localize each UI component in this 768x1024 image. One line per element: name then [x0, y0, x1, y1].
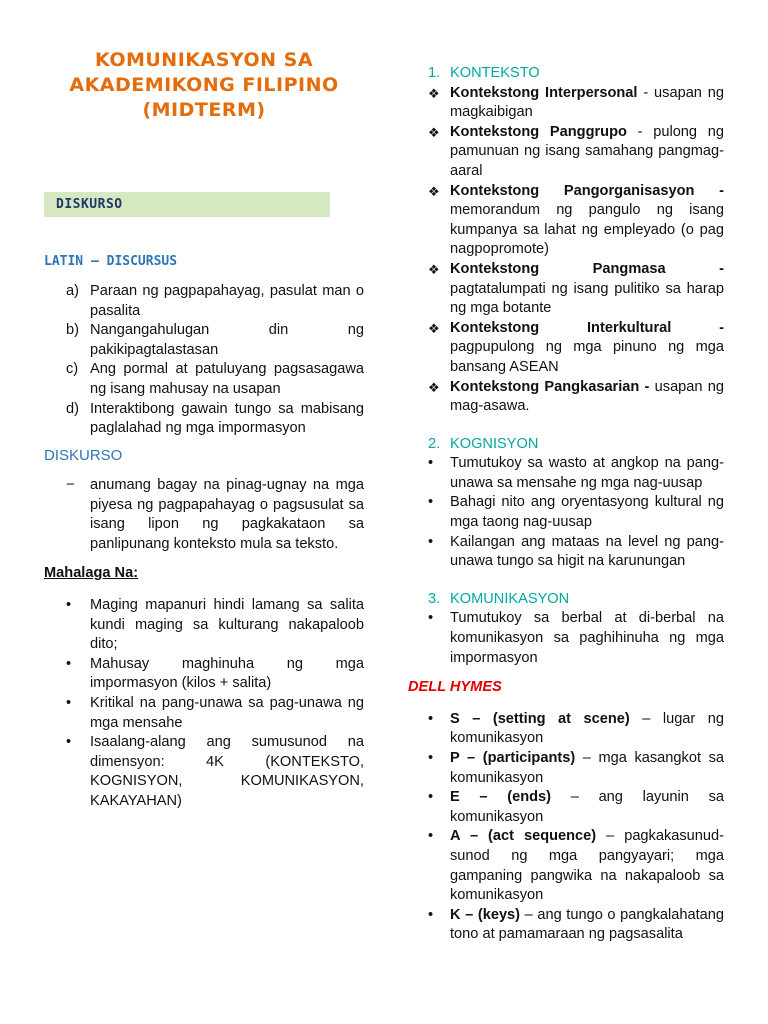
dell-hymes-heading: DELL HYMES — [408, 679, 502, 696]
diskurso-banner: DISKURSO — [44, 192, 330, 217]
list-item: • Kailangan ang mataas na level ng pang-unawa tungo sa higit na karunungan — [408, 533, 724, 572]
mahalaga-heading: Mahalaga Na: — [44, 565, 139, 581]
list-item: ❖ Kontekstong Panggrupo - pulong ng pamunuan ng isang samahang pangmag-aaral — [408, 123, 724, 182]
bullet-icon: • — [428, 533, 434, 550]
bullet-icon: • — [66, 734, 72, 751]
latin-definition-list — [44, 282, 364, 439]
list-item: • Tumutukoy sa berbal at di-berbal na komunikasyon sa paghihinuha ng mga impormasyon — [408, 609, 724, 668]
konteksto-heading: 1. KONTEKSTO — [428, 65, 540, 81]
diskurso-definition — [44, 476, 364, 554]
list-item: ❖ Kontekstong Pangorganisasyon - memorandum ng pangulo ng isang kumpanya sa lahat ng empleyado (o pag nagpopromote) — [408, 182, 724, 260]
list-item: • Maging mapanuri hindi lamang sa salita kundi maging sa kulturang nakapaloob dito; — [44, 596, 364, 655]
bullet-icon: • — [66, 694, 72, 711]
kognisyon-heading: 2. KOGNISYON — [428, 435, 539, 452]
right-column — [408, 0, 724, 945]
diskurso-heading: DISKURSO — [44, 447, 123, 464]
konteksto-list — [408, 84, 724, 417]
bullet-icon: • — [428, 828, 434, 845]
mahalaga-list — [44, 596, 364, 812]
diamond-bullet-icon: ❖ — [428, 261, 440, 277]
bullet-icon: • — [428, 610, 434, 627]
list-item: • A – (act sequence) – pagkakasunud-sunod ng mga pangyayari; mga gampaning pangwika na nakapaloob sa komunikasyon — [408, 827, 724, 905]
bullet-icon: • — [428, 710, 434, 727]
list-item: • P – (participants) – mga kasangkot sa komunikasyon — [408, 749, 724, 788]
document-title — [44, 48, 364, 123]
list-item: • S – (setting at scene) – lugar ng komunikasyon — [408, 710, 724, 749]
list-item: ❖ Kontekstong Interpersonal - usapan ng magkaibigan — [408, 84, 724, 123]
kognisyon-list — [408, 454, 724, 572]
diamond-bullet-icon: ❖ — [428, 320, 440, 336]
bullet-icon: • — [428, 750, 434, 766]
bullet-icon: • — [66, 655, 72, 672]
diamond-bullet-icon: ❖ — [428, 124, 440, 140]
list-item: • Isaalang-alang ang sumusunod na dimensyon: 4K (KONTEKSTO, KOGNISYON, KOMUNIKASYON, KAKAYAHAN) — [44, 733, 364, 811]
diamond-bullet-icon: ❖ — [428, 379, 440, 395]
bullet-icon: • — [428, 906, 434, 923]
list-item: • Mahusay maghinuha ng mga impormasyon (kilos + salita) — [44, 655, 364, 694]
dell-hymes-list — [408, 710, 724, 945]
list-item: • Kritikal na pang-unawa sa pag-unawa ng mga mensahe — [44, 694, 364, 733]
bullet-icon: • — [428, 494, 434, 511]
title-line-2: AKADEMIKONG FILIPINO — [69, 74, 339, 96]
title-line-1: KOMUNIKASYON SA — [94, 49, 314, 71]
list-item: • Bahagi nito ang oryentasyong kultural ng mga taong nag-uusap — [408, 493, 724, 532]
list-item: b) Nangangahulugan din ng pakikipagtalastasan — [66, 322, 364, 358]
list-item: a) Paraan ng pagpapahayag, pasulat man o pasalita — [66, 283, 364, 319]
list-item: • E – (ends) – ang layunin sa komunikasyon — [408, 788, 724, 827]
list-item: − anumang bagay na pinag-ugnay na mga piyesa ng pagpapahayag o pagsusulat sa isang lipon ng pagkakataon sa panlipunang konteksto mula sa teksto. — [66, 477, 364, 552]
list-item: ❖ Kontekstong Pangmasa - pagtatalumpati ng isang pulitiko sa harap ng mga botante — [408, 260, 724, 319]
list-item: d) Interaktibong gawain tungo sa mabisang paglalahad ng mga impormasyon — [66, 400, 364, 437]
bullet-icon: • — [428, 455, 434, 472]
komunikasyon-list — [408, 609, 724, 668]
diamond-bullet-icon: ❖ — [428, 85, 440, 101]
komunikasyon-heading: 3. KOMUNIKASYON — [428, 590, 570, 607]
bullet-icon: • — [428, 789, 434, 806]
bullet-icon: • — [66, 597, 72, 613]
latin-heading: LATIN – DISCURSUS — [44, 254, 178, 269]
title-line-3: (MIDTERM) — [142, 99, 266, 121]
list-item: ❖ Kontekstong Interkultural - pagpupulong ng mga pinuno ng mga bansang ASEAN — [408, 319, 724, 378]
list-item: ❖ Kontekstong Pangkasarian - usapan ng mag-asawa. — [408, 378, 724, 417]
list-item: c) Ang pormal at patuluyang pagsasagawa ng isang mahusay na usapan — [66, 361, 364, 397]
list-item: • Tumutukoy sa wasto at angkop na pang-unawa sa mensahe ng mga nag-uusap — [408, 454, 724, 493]
diamond-bullet-icon: ❖ — [428, 183, 440, 199]
list-item: • K – (keys) – ang tungo o pangkalahatang tono at pamamaraan ng pagsasalita — [408, 906, 724, 945]
